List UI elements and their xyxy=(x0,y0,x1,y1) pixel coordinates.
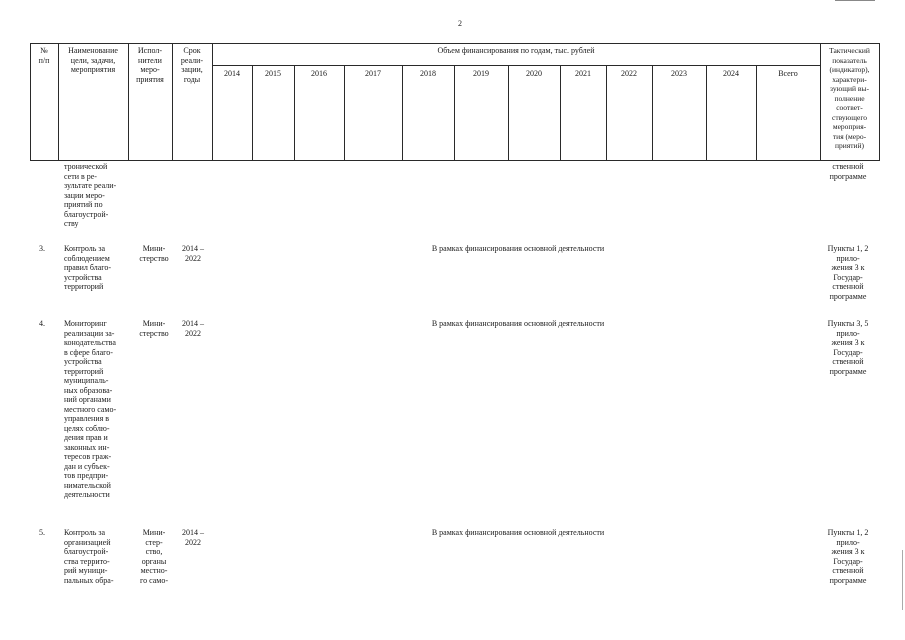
row-term: 2014 – 2022 xyxy=(182,244,204,263)
header-executors: Испол- нители меро- приятия xyxy=(136,46,164,84)
row-term: 2014 – 2022 xyxy=(182,528,204,547)
header-term: Срок реали- зации, годы xyxy=(180,46,204,84)
header-year: 2020 xyxy=(526,69,542,78)
row-indicator: Пункты 1, 2 прило- жения 3 к Государ- ственной программе xyxy=(827,528,869,585)
header-vline xyxy=(706,65,707,161)
row-name: Контроль за соблюдением правил благо- устройства территорий xyxy=(64,244,112,291)
row-executor: Мини- стер- ство, органы местно- го само- xyxy=(139,528,168,585)
header-year: 2015 xyxy=(265,69,281,78)
row-funding: В рамках финансирования основной деятельности xyxy=(431,319,605,328)
row-number: 3. xyxy=(39,244,45,253)
header-year: 2023 xyxy=(671,69,687,78)
page-number: 2 xyxy=(458,19,462,28)
header-vline xyxy=(212,43,213,161)
header-year: 2024 xyxy=(723,69,739,78)
continuation-indicator: ственной программе xyxy=(829,162,867,181)
scan-edge-line xyxy=(835,0,875,1)
header-vline xyxy=(652,65,653,161)
header-vline xyxy=(402,65,403,161)
row-name: Контроль за организацией благоустрой- ства террито- рий муници- пальных обра- xyxy=(64,528,114,585)
header-indicator: Тактический показатель (индикатор), характери- зующий вы- полнение соответ- ствующего мероприя- тия (меро- приятий) xyxy=(829,46,870,150)
row-executor: Мини- стерство xyxy=(139,319,169,338)
row-number: 4. xyxy=(39,319,45,328)
row-indicator: Пункты 3, 5 прило- жения 3 к Государ- ственной программе xyxy=(827,319,869,376)
continuation-name: тронической сети в ре- зультате реали- зации меро- приятий по благоустрой- ству xyxy=(64,162,117,228)
header-vline xyxy=(508,65,509,161)
row-term: 2014 – 2022 xyxy=(182,319,204,338)
header-vline xyxy=(560,65,561,161)
header-year: 2017 xyxy=(365,69,381,78)
header-year: 2014 xyxy=(224,69,240,78)
header-top-border xyxy=(30,43,880,44)
header-year: 2022 xyxy=(621,69,637,78)
scan-edge-mark xyxy=(902,550,903,610)
header-total: Всего xyxy=(778,69,798,78)
row-name: Мониторинг реализации за- конодательства в сфере благо- устройства территорий муниципаль- ных образова- ний органами местного само- управления в целях соблю- дения прав и законных ин- тересов граж- дан и субъек- тов предпри- нимательской деятельности xyxy=(64,319,117,499)
header-years-border xyxy=(212,65,820,66)
header-vline xyxy=(756,65,757,161)
header-funding: Объем финансирования по годам, тыс. рублей xyxy=(437,46,595,55)
row-funding: В рамках финансирования основной деятельности xyxy=(431,528,605,537)
header-vline xyxy=(344,65,345,161)
header-vline xyxy=(294,65,295,161)
header-name: Наименование цели, задачи, мероприятия xyxy=(68,46,118,74)
header-vline xyxy=(879,43,880,161)
row-executor: Мини- стерство xyxy=(139,244,169,263)
row-number: 5. xyxy=(39,528,45,537)
header-vline xyxy=(606,65,607,161)
header-year: 2016 xyxy=(311,69,327,78)
header-year: 2021 xyxy=(575,69,591,78)
header-vline xyxy=(252,65,253,161)
table-header xyxy=(30,43,880,161)
header-year: 2018 xyxy=(420,69,436,78)
header-year: 2019 xyxy=(473,69,489,78)
row-indicator: Пункты 1, 2 прило- жения 3 к Государ- ственной программе xyxy=(827,244,869,301)
header-number: № п/п xyxy=(38,46,50,65)
row-funding: В рамках финансирования основной деятельности xyxy=(431,244,605,253)
header-bottom-border xyxy=(30,160,880,161)
header-vline xyxy=(454,65,455,161)
